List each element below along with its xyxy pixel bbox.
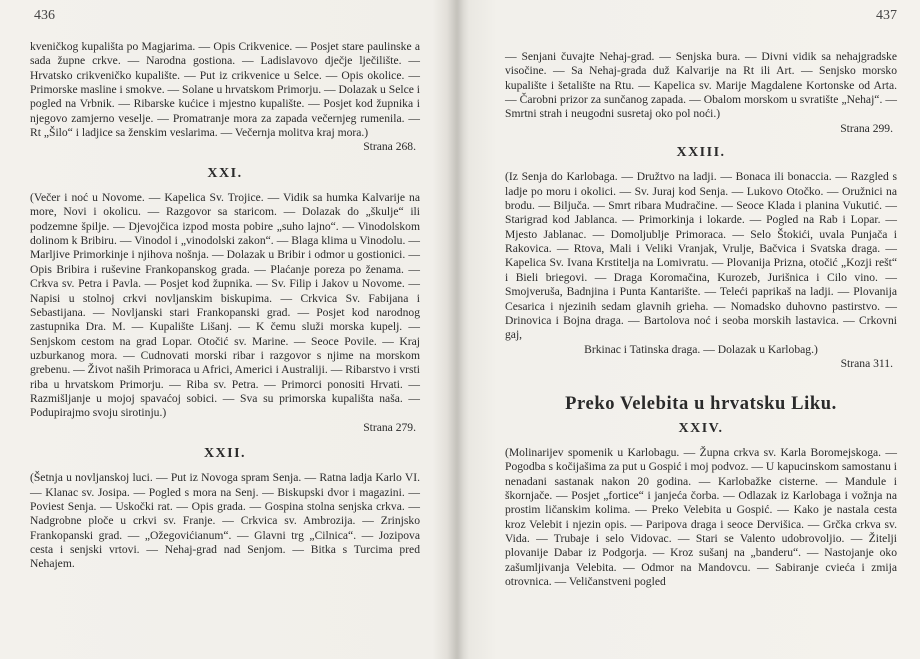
section-xxiv-heading: XXIV. (678, 420, 724, 436)
left-page (30, 0, 420, 659)
section-xxii-heading: XXII. (203, 445, 247, 461)
page-number-left: 436 (34, 8, 55, 23)
left-page-text (30, 40, 420, 572)
book-gutter (447, 0, 469, 659)
section-xxi-heading: XXI. (207, 165, 243, 181)
section-xxi-page-ref: Strana 279. (363, 420, 416, 434)
section-xxiv-text: (Molinarijev spomenik u Karlobagu. — Župna crkva sv. Karla Boromejskoga. — Pogodba s kočijašima za put u Gospić i moj podvoz. — U kapucinskom samostanu i nenadani sastanak nakon 20 godina. — Karlobažke cisterne. — Mandule i škornjače. — Posjet „fortice“ i janjeća čorba. — Odlazak iz Karlobaga i vožnja na prostim ličanskim kolima. — Preko Velebita u Gospić. — Kako je nastala cesta kroz Velebit i njezin opis. — Paripova draga i seoce Dervišica. — Grčka crkva sv. Vida. — Trubaje i selo Vidovac. — Stari se Valento udobrovoljio. — Žitelji plovanije Dabar iz Podgorja. — Kroz sušanj na „banderu“. — Nastojanje oko zašumljivanja Velebita. — Odmor na Mandovcu. — Sabiranje cvieća i zmija otrovnica. — Veličanstveni pogled (505, 445, 897, 588)
section-xxiii-page-ref: Strana 311. (840, 356, 893, 370)
section-xxiii-heading: XXIII. (676, 145, 726, 161)
page-number-right: 437 (876, 8, 897, 23)
part-title: Preko Velebita u hrvatsku Liku. (565, 394, 837, 415)
section-xxi-text: (Večer i noć u Novome. — Kapelica Sv. Trojice. — Vidik sa humka Kalvarije na more, Novi i okolicu. — Razgovor sa staricom. — Dolazak do „škulje“ ili podzemne špilje. — Djevojčica izpod mosta pobire „suho lajno“. — Vinodolskom dolinom k Bribiru. — Vinodol i „vinodolski zakon“. — Blaga klima u Vinodolu. — Marljive Primorkinje i njihova nošnja. — Dolazak u Bribir i odmor u gostionici. — Opis Bribira i ruševine Frankopanskog grada. — Plaćanje poreza po ženama. — Crkva sv. Petra i Pavla. — Posjet kod župnika. — Sv. Filip i Jakov u Novome. — Napisi u stolnoj crkvi novljanskim biskupima. — Crkvica Sv. Fabijana i Sebastijana. — Novljanski stari Frankopanski grad. — Posjet kod narodnog zastupnika Dra. M. — Kupalište Lišanj. — K čemu služi morska kupelj. — Senjskom cestom na grad Lopar. Otočić sv. Marine. — Seoce Povile. — Kraj uzburkanog mora. — Cudnovati morski ribar i razgovor s njime na morskom grebenu. — Život naših Primoraca u Africi, Americi i Australiji. — Ribarstvo i vrsti riba u hrvatskom Primorju. — Riba sv. Petra. — Primorci ponositi Hrvati. — Razmišljanje u mojoj spavaćoj sobici. — Sva su primorska kupališta naša. — Podupirajmo svoju sirotinju.) (30, 191, 420, 420)
section-xx-tail-text: kveničkog kupališta po Magjarima. — Opis Crikvenice. — Posjet stare paulinske a sada župne crkve. — Narodna gostiona. — Ladislavovo dječje lječilište. — Hrvatsko crikveničko kupalište. — Put iz crikvenice u Selce. — Opis okolice. — Primorske masline i smokve. — Solane u hrvatskom Primorju. — Dolazak u Selce i pogled na Vrbnik. — Ribarske kućice i mjestno kupalište. — Posjet kod župnika i njegovo zamjerno veselje. — Promatranje mora za zapada večernjeg rumenila. — Rt „Šilo“ i ladjice sa ženskim veslarima. — Večernja molitva kraj mora.) (30, 40, 420, 140)
right-page (505, 0, 897, 659)
section-xxii-page-ref: Strana 299. (840, 121, 893, 135)
right-page-text (505, 50, 897, 589)
section-xxiii-text: (Iz Senja do Karlobaga. — Družtvo na ladji. — Bonaca ili bonaccia. — Razgled s ladje po moru i okolici. — Sv. Juraj kod Senja. — Lukovo Otočko. — Oružnici na brodu. — Biljuča. — Smrt ribara Mudračine. — Seoce Klada i planina Vukutić. — Starigrad kod Jablanca. — Primorkinja i lokarde. — Pogled na Rab i Lopar. — Mjesto Jablanac. — Domoljublje Primoraca. — Selo Štokići, uvala Punjača i Rakovica. — Rtova, Mali i Veliki Vranjak, Vrulje, Bačvica i Svatska draga. — Kapelica Sv. Ivana Krstitelja na Lomivratu. — Plovanija Prizna, otočić „Kozji rešt“ i Bieli briegovi. — Draga Koromačina, Kurozeb, Jurišnica i Cilo vino. — Smojveruša, Badnjina i Punta Kantarište. — Teleći paprikaš na ladji. — Plovanija Cesarica i njezinih sedam glavnih grieha. — Nomadsko duhovno pastirstvo. — Drinovica i Bojna draga. — Bartolova noć i seoba morskih lastavica. — Crkovni gaj, (505, 170, 897, 342)
section-xxiii-text-last: Brkinac i Tatinska draga. — Dolazak u Karlobag.) (584, 342, 818, 356)
section-xxii-tail-text: — Senjani čuvajte Nehaj-grad. — Senjska bura. — Divni vidik sa nehajgradske visočine. — Sa Nehaj-grada duž Kalvarije na Rt ili Art. — Senjsko morsko kupalište i šetalište na Rtu. — Kapelica sv. Marije Magdalene Kortonske od Arta. — Čarobni prizor za sunčanog zapada. — Obalom morskom u svratište „Nehaj“. — Smrtni strah i neugodni susretaj oko pol noći.) (505, 50, 897, 121)
section-xx-page-ref: Strana 268. (363, 140, 416, 154)
section-xxii-text: (Šetnja u novljanskoj luci. — Put iz Novoga spram Senja. — Ratna ladja Karlo VI. — Klanac sv. Josipa. — Pogled s mora na Senj. — Biskupski dvor i magazini. — Poviest Senja. — Uskočki rat. — Opis grada. — Gospina stolna senjska crkva. — Nadgrobne ploče u crkvi sv. Franje. — Crkvica sv. Ambrozija. — Zrinjsko Frankopanski grad. — „Ožegovićianum“. — Glavni trg „Cilnica“. — Jozipova cesta i senjski vrtovi. — Nehaj-grad nad Senjom. — Bitka s Turcima pred Nehajem. (30, 471, 420, 571)
